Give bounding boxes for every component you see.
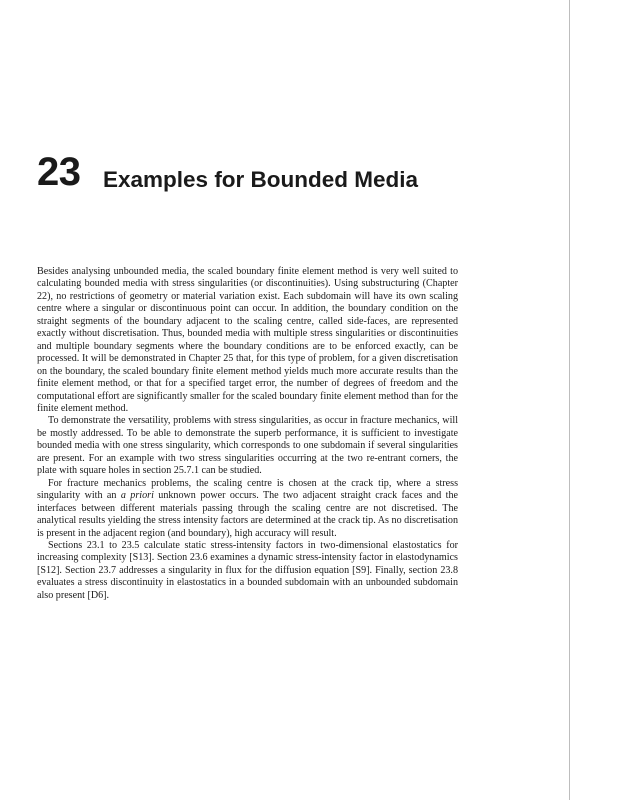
paragraph-intro: Besides analysing unbounded media, the scaled boundary finite element method is very well suited to calculating bounded media with stress singularities (or discontinuities). Using substructuring (Chapter 22), no restrictions of geometry or material variation exist. Each subdomain will have its own scaling centre where a singular or discontinuous point can occur. In addition, the boundary condition on the straight segments of the boundary adjacent to the scaling centre, called side-faces, are represented exactly without discretisation. Thus, bounded media with multiple stress singularities or discontinuities and multiple boundary segments where the boundary conditions are to be enforced exactly, can be processed. It will be demonstrated in Chapter 25 that, for this type of problem, for a given discretisation on the boundary, the scaled boundary finite element method yields much more accurate results than the finite element method, or that for a specified target error, the number of degrees of freedom and the computational effort are significantly smaller for the scaled boundary finite element method than for the finite element method. [37,266,458,414]
chapter-number: 23 [37,150,81,194]
italic-a-priori: a priori [120,490,154,502]
paragraph-fracture-mechanics [37,478,458,540]
chapter-body [37,266,458,602]
chapter-title: Examples for Bounded Media [103,167,419,192]
paragraph-sections-overview: Sections 23.1 to 23.5 calculate static stress-intensity factors in two-dimensional elastostatics for increasing complexity [S13]. Section 23.6 examines a dynamic stress-intensity factor in elastodynamics [S12]. Section 23.7 addresses a singularity in flux for the diffusion equation [S9]. Finally, section 23.8 evaluates a stress discontinuity in elastostatics in a bounded subdomain with an unbounded subdomain also present [D6]. [37,539,458,601]
page-edge-rule [569,0,570,800]
paragraph-fracture-mechanics-start: For fracture mechanics problems, the scaling centre is chosen at the crack tip, where a stress singularity with an [37,477,458,502]
paragraph-versatility: To demonstrate the versatility, problems with stress singularities, as occur in fracture mechanics, will be mostly addressed. To be able to demonstrate the superb performance, it is sufficient to investigate bounded media with one stress singularity, which corresponds to one subdomain if several singularities are present. For an example with two stress singularities occurring at the two re-entrant corners, the plate with square holes in section 25.7.1 can be studied. [37,415,458,477]
paragraph-fracture-mechanics-end: unknown power occurs. The two adjacent straight crack faces and the interfaces between different materials passing through the scaling centre are not discretised. The analytical results yielding the stress intensity factors are determined at the crack tip. As no discretisation is present in the adjacent region (and boundary), high accuracy will result. [37,490,458,539]
